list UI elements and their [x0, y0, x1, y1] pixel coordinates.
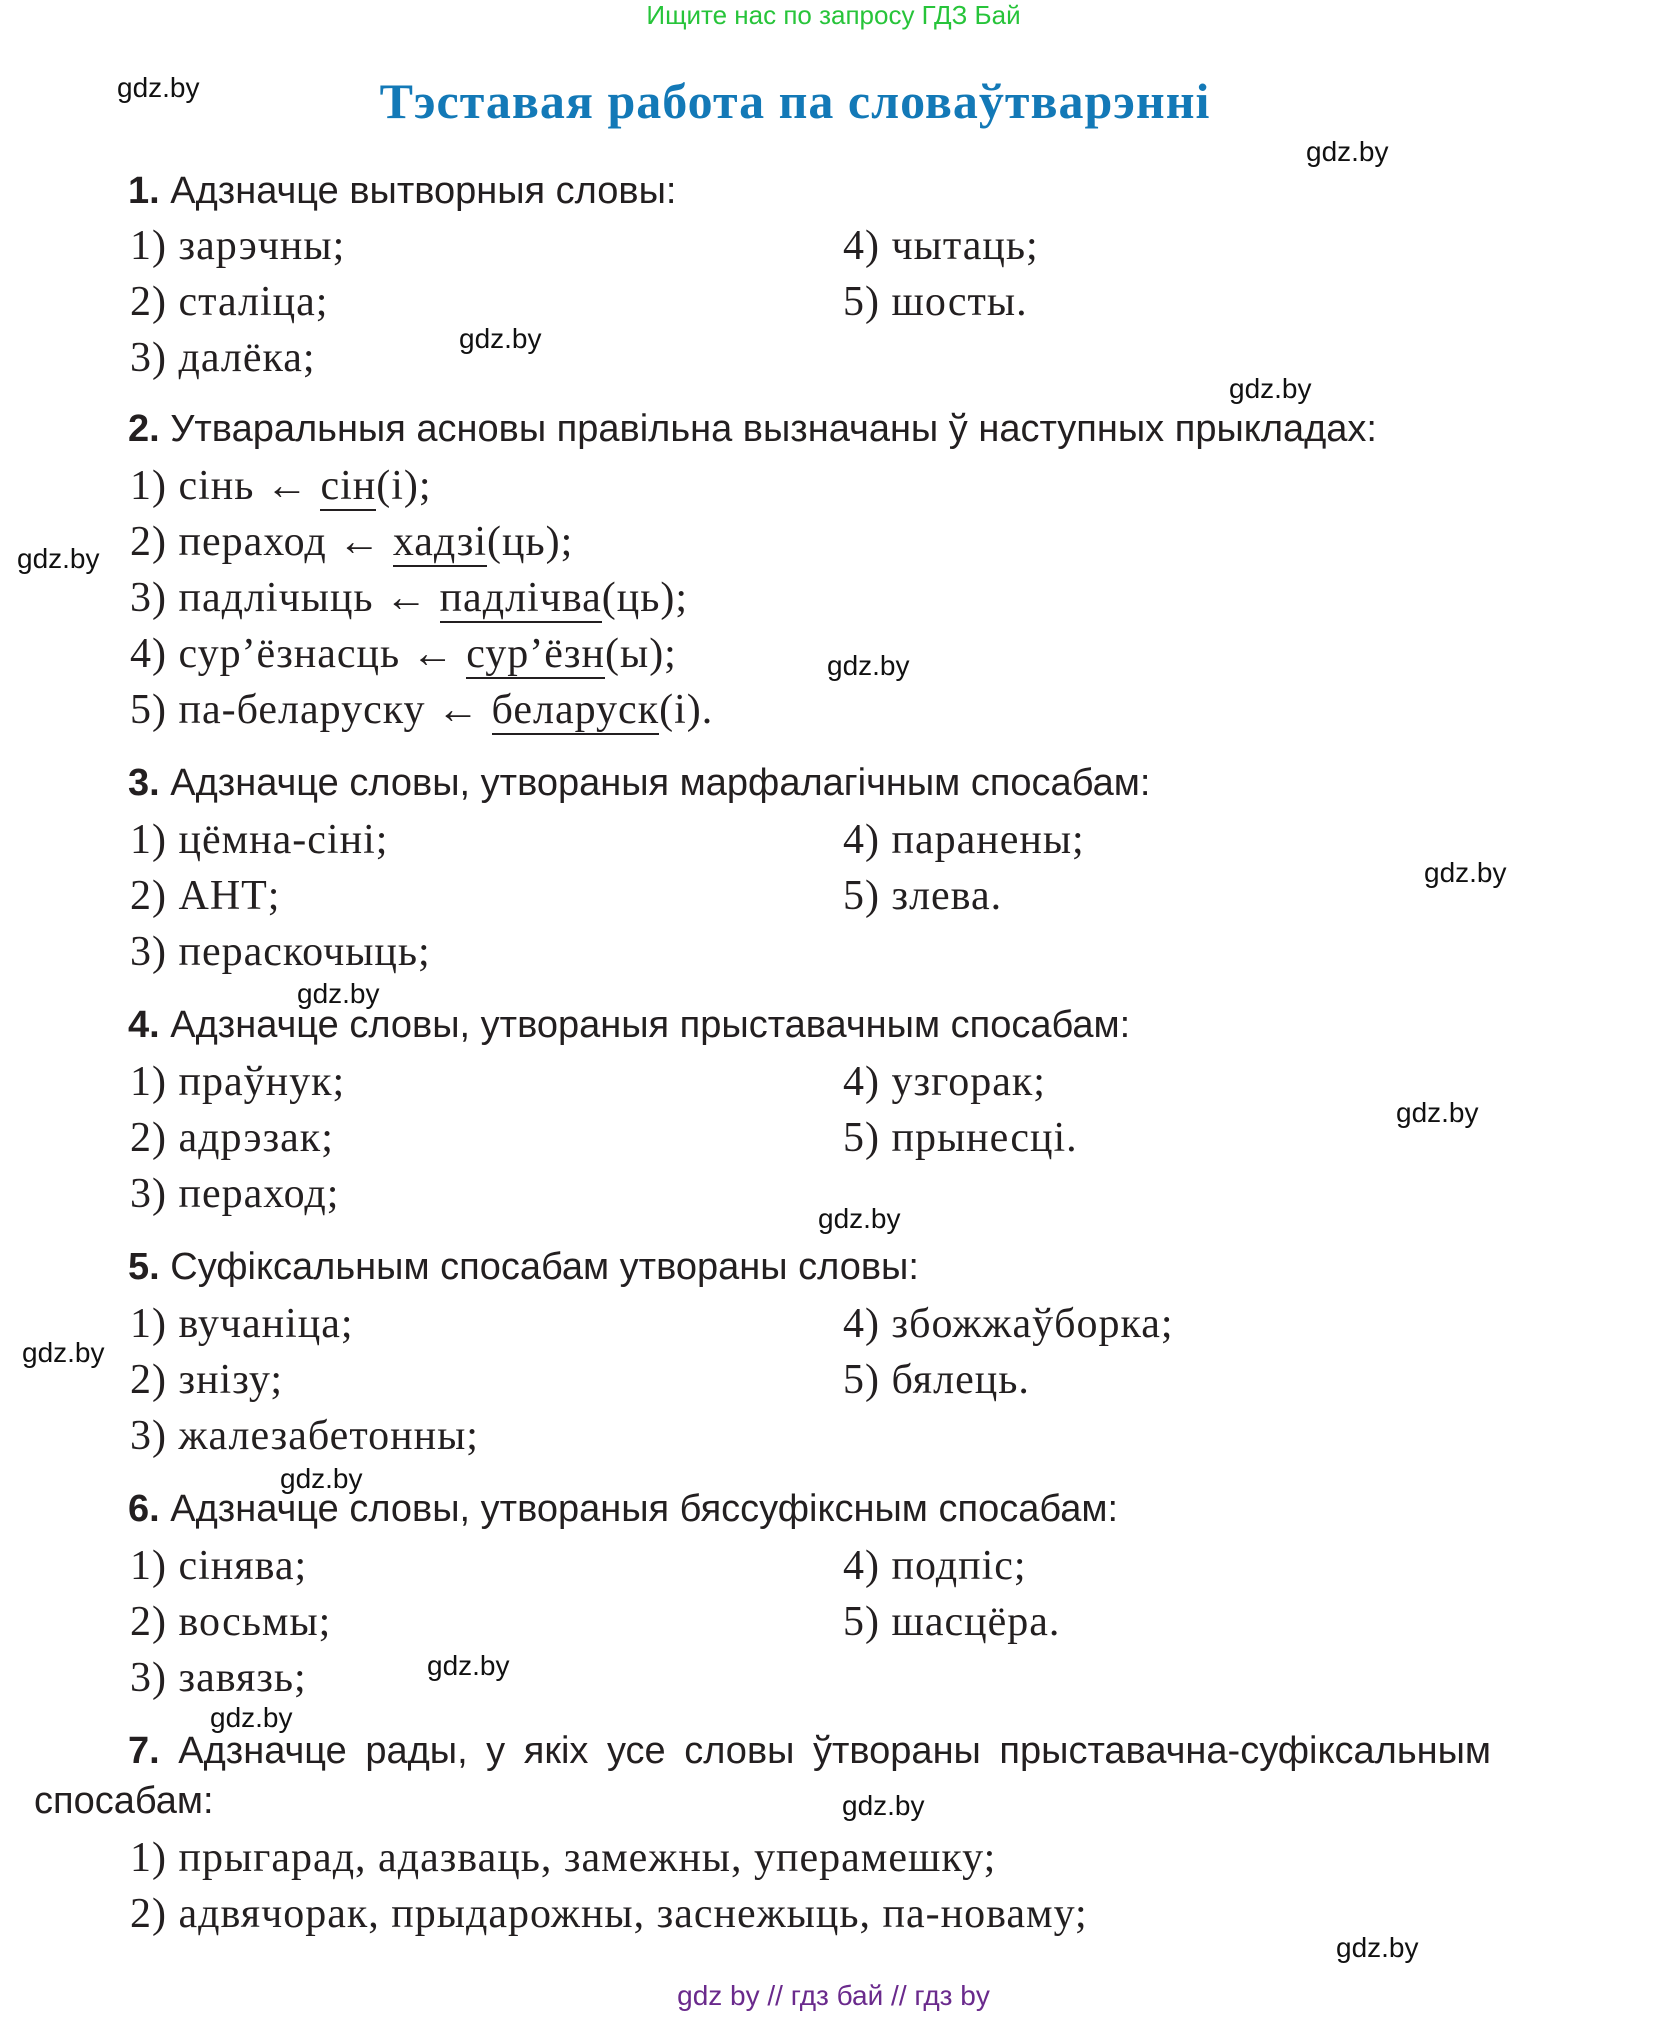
option: 1) прыгарад, адазваць, замежны, уперамешку; — [130, 1835, 997, 1881]
derivational-base: хадзі — [392, 519, 488, 565]
option-word: 3) падлічыць ← — [130, 575, 440, 621]
question-number: 3. — [128, 762, 160, 804]
option: 1) вучаніца; — [130, 1301, 354, 1347]
question-4 — [128, 1004, 1130, 1047]
option: 4) подпіс; — [843, 1543, 1027, 1589]
question-text: Адзначце рады, у якіх усе словы ўтвораны прыставачна-суфіксальным — [178, 1730, 1492, 1772]
option: 4) збожжаўборка; — [843, 1301, 1174, 1347]
question-text: Утваральныя асновы правільна вызначаны ў наступных прыкладах: — [170, 408, 1377, 450]
option: 5) прынесці. — [843, 1115, 1078, 1161]
question-2 — [128, 408, 1377, 451]
watermark: gdz.by — [459, 323, 542, 354]
option — [130, 574, 688, 622]
question-5 — [128, 1246, 919, 1289]
option — [130, 462, 432, 510]
question-text: Адзначце вытворныя словы: — [170, 170, 677, 212]
derivational-base: падлічва — [439, 575, 602, 621]
option: 2) знізу; — [130, 1357, 284, 1403]
watermark: gdz.by — [117, 72, 200, 103]
question-number: 7. — [128, 1730, 160, 1772]
option-ending: (і); — [376, 463, 432, 509]
question-text: Адзначце словы, утвораныя бяссуфіксным спосабам: — [170, 1488, 1119, 1530]
question-number: 4. — [128, 1004, 160, 1046]
watermark: gdz.by — [427, 1650, 510, 1681]
question-text-continuation: спосабам: — [34, 1780, 214, 1822]
derivational-base: беларуск — [491, 687, 660, 733]
option-ending: (і). — [659, 687, 714, 733]
question-number: 2. — [128, 408, 160, 450]
option: 4) узгорак; — [843, 1059, 1046, 1105]
option: 2) АНТ; — [130, 873, 281, 919]
watermark: gdz.by — [842, 1790, 925, 1821]
question-text: Адзначце словы, утвораныя марфалагічным спосабам: — [170, 762, 1151, 804]
option: 3) пераход; — [130, 1171, 340, 1217]
option: 2) восьмы; — [130, 1599, 332, 1645]
option-word: 2) пераход ← — [130, 519, 393, 565]
option: 2) адрэзак; — [130, 1115, 334, 1161]
watermark: gdz.by — [17, 543, 100, 574]
watermark: gdz.by — [818, 1203, 901, 1234]
page-title: Тэставая работа па словаўтварэнні — [379, 73, 1211, 129]
option: 5) бялець. — [843, 1357, 1030, 1403]
question-1 — [128, 170, 676, 213]
watermark: gdz.by — [280, 1463, 363, 1494]
watermark: gdz.by — [1336, 1932, 1419, 1963]
question-3 — [128, 762, 1150, 805]
option-word: 5) па-беларуску ← — [130, 687, 492, 733]
option: 3) далёка; — [130, 335, 316, 381]
question-number: 6. — [128, 1488, 160, 1530]
option — [130, 630, 677, 678]
option: 4) паранены; — [843, 817, 1085, 863]
option: 1) сінява; — [130, 1543, 308, 1589]
derivational-base: сін — [320, 463, 377, 509]
question-7 — [128, 1730, 1578, 1773]
option — [130, 686, 713, 734]
option: 3) жалезабетонны; — [130, 1413, 479, 1459]
question-text: Адзначце словы, утвораныя прыставачным спосабам: — [170, 1004, 1131, 1046]
option: 1) праўнук; — [130, 1059, 346, 1105]
question-6 — [128, 1488, 1118, 1531]
option: 1) цёмна-сіні; — [130, 817, 389, 863]
watermark: gdz.by — [1424, 857, 1507, 888]
top-banner: Ищите нас по запросу ГДЗ Бай — [646, 0, 1021, 30]
option: 3) пераскочыць; — [130, 929, 431, 975]
option-ending: (ы); — [604, 631, 677, 677]
option-ending: (ць); — [487, 519, 574, 565]
option: 5) шосты. — [843, 279, 1028, 325]
option: 5) злева. — [843, 873, 1003, 919]
option: 1) зарэчны; — [130, 223, 346, 269]
watermark: gdz.by — [22, 1337, 105, 1368]
watermark: gdz.by — [210, 1702, 293, 1733]
option-word: 1) сінь ← — [130, 463, 321, 509]
derivational-base: сур’ёзн — [466, 631, 605, 677]
watermark: gdz.by — [827, 650, 910, 681]
watermark: gdz.by — [1229, 373, 1312, 404]
option: 2) адвячорак, прыдарожны, заснежыць, па-новаму; — [130, 1891, 1088, 1937]
option — [130, 518, 573, 566]
footer-links: gdz by // гдз бай // гдз by — [677, 1980, 990, 2011]
watermark: gdz.by — [1306, 136, 1389, 167]
question-text: Суфіксальным спосабам утвораны словы: — [170, 1246, 919, 1288]
option-word: 4) сур’ёзнасць ← — [130, 631, 467, 677]
question-number: 1. — [128, 170, 160, 212]
option: 3) завязь; — [130, 1655, 307, 1701]
option: 2) сталіца; — [130, 279, 329, 325]
option-ending: (ць); — [601, 575, 689, 621]
watermark: gdz.by — [1396, 1097, 1479, 1128]
option: 5) шасцёра. — [843, 1599, 1061, 1645]
question-number: 5. — [128, 1246, 160, 1288]
option: 4) чытаць; — [843, 223, 1039, 269]
watermark: gdz.by — [297, 978, 380, 1009]
